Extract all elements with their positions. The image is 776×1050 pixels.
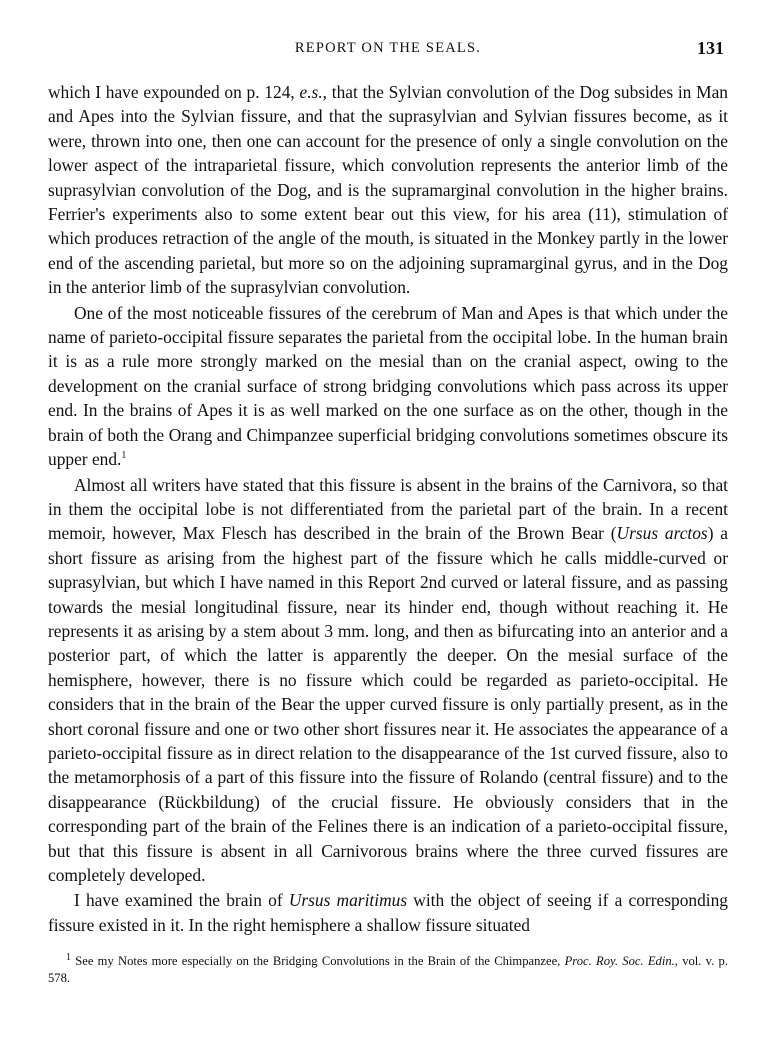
paragraph-4-text-b: with the object of seeing if a corresponding fissure existed in it. In the right hemisphere a shallow fissure situated [48,890,728,935]
running-title: REPORT ON THE SEALS. [294,40,482,56]
paragraph-3 [48,473,728,888]
paragraph-1-italic: e.s. [299,82,323,102]
footnote-text [48,953,728,987]
footnote-citation: Proc. Roy. Soc. Edin. [564,954,675,969]
footnote [48,953,728,987]
running-head [48,38,728,62]
paragraph-3-text-a: Almost all writers have stated that this fissure is absent in the brains of the Carnivora, so that in them the occipital lobe is not differentiated from the parietal part of the brain. In a recent memoir, however, Max Flesch has described in the brain of the Brown Bear ( [48,474,728,544]
body-text [48,80,728,937]
paragraph-3-text-b: ) a short fissure as arising from the highest part of the fissure which he calls middle-curved or suprasylvian, but which I have named in this Report 2nd curved or lateral fissure, and as passing towards the mesial longitudinal fissure, near its hinder end, though without reaching it. He represents it as arising by a stem about 3 mm. long, and then as bifurcating into an anterior and a posterior part, of which the latter is apparently the deeper. On the mesial surface of the hemisphere, however, there is no fissure which could be regarded as parieto-occipital. He considers that in the brain of the Bear the upper curved fissure is only partially present, as in the short coronal fissure and one or two other short fissures near it. He associates the appearance of a parieto-occipital fissure as in direct relation to the disappearance of the 1st curved fissure, also to the metamorphosis of a part of this fissure into the fissure of Rolando (central fissure) and to the disappearance (Rückbildung) of the crucial fissure. He obviously considers that in the corresponding part of the brain of the Felines there is an indication of a parieto-occipital fissure, but that this fissure is absent in all Carnivorous brains where the three curved fissures are completely developed. [48,523,728,885]
page-number: 131 [697,38,724,58]
paragraph-1 [48,80,728,300]
footnote-text-a: See my Notes more especially on the Bridging Convolutions in the Brain of the Chimpanzee, [71,954,565,969]
footnote-text-b: , vol. v. p. 578. [48,954,728,986]
footnote-reference[interactable]: 1 [121,450,127,462]
page [48,38,728,987]
paragraph-1-text-b: , that the Sylvian convolution of the Dog subsides in Man and Apes into the Sylvian fissure, and that the suprasylvian and Sylvian fissures become, as it were, thrown into one, then one can account for the presence of only a single convolution on the lower aspect of the intraparietal fissure, which convolution represents the anterior limb of the suprasylvian convolution of the Dog, and is the supramarginal convolution in the higher brains. Ferrier's experiments also to some extent bear out this view, for his area (11), stimulation of which produces retraction of the angle of the mouth, is situated in the Monkey partly in the lower end of the ascending parietal, but more so on the adjoining supramarginal gyrus, and in the Dog in the anterior limb of the suprasylvian convolution. [48,82,728,298]
paragraph-3-italic: Ursus arctos [616,523,708,544]
footnote-marker: 1 [66,952,71,964]
paragraph-2-text: One of the most noticeable fissures of the cerebrum of Man and Apes is that which under the name of parieto-occipital fissure separates the parietal from the occipital lobe. In the human brain it is as a rule more strongly marked on the mesial than on the cranial aspect, owing to the development on the cranial surface of strong bridging convolutions which pass across its upper end. In the brains of Apes it is as well marked on the one surface as on the other, though in the brain of both the Orang and Chimpanzee superficial bridging convolutions sometimes obscure its upper end. [48,302,728,470]
paragraph-4-italic: Ursus maritimus [288,890,408,911]
paragraph-1-text-a: which I have expounded on p. 124, [48,82,300,102]
paragraph-4-text-a: I have examined the brain of [74,890,289,911]
paragraph-4 [48,888,728,937]
paragraph-2 [48,301,728,472]
